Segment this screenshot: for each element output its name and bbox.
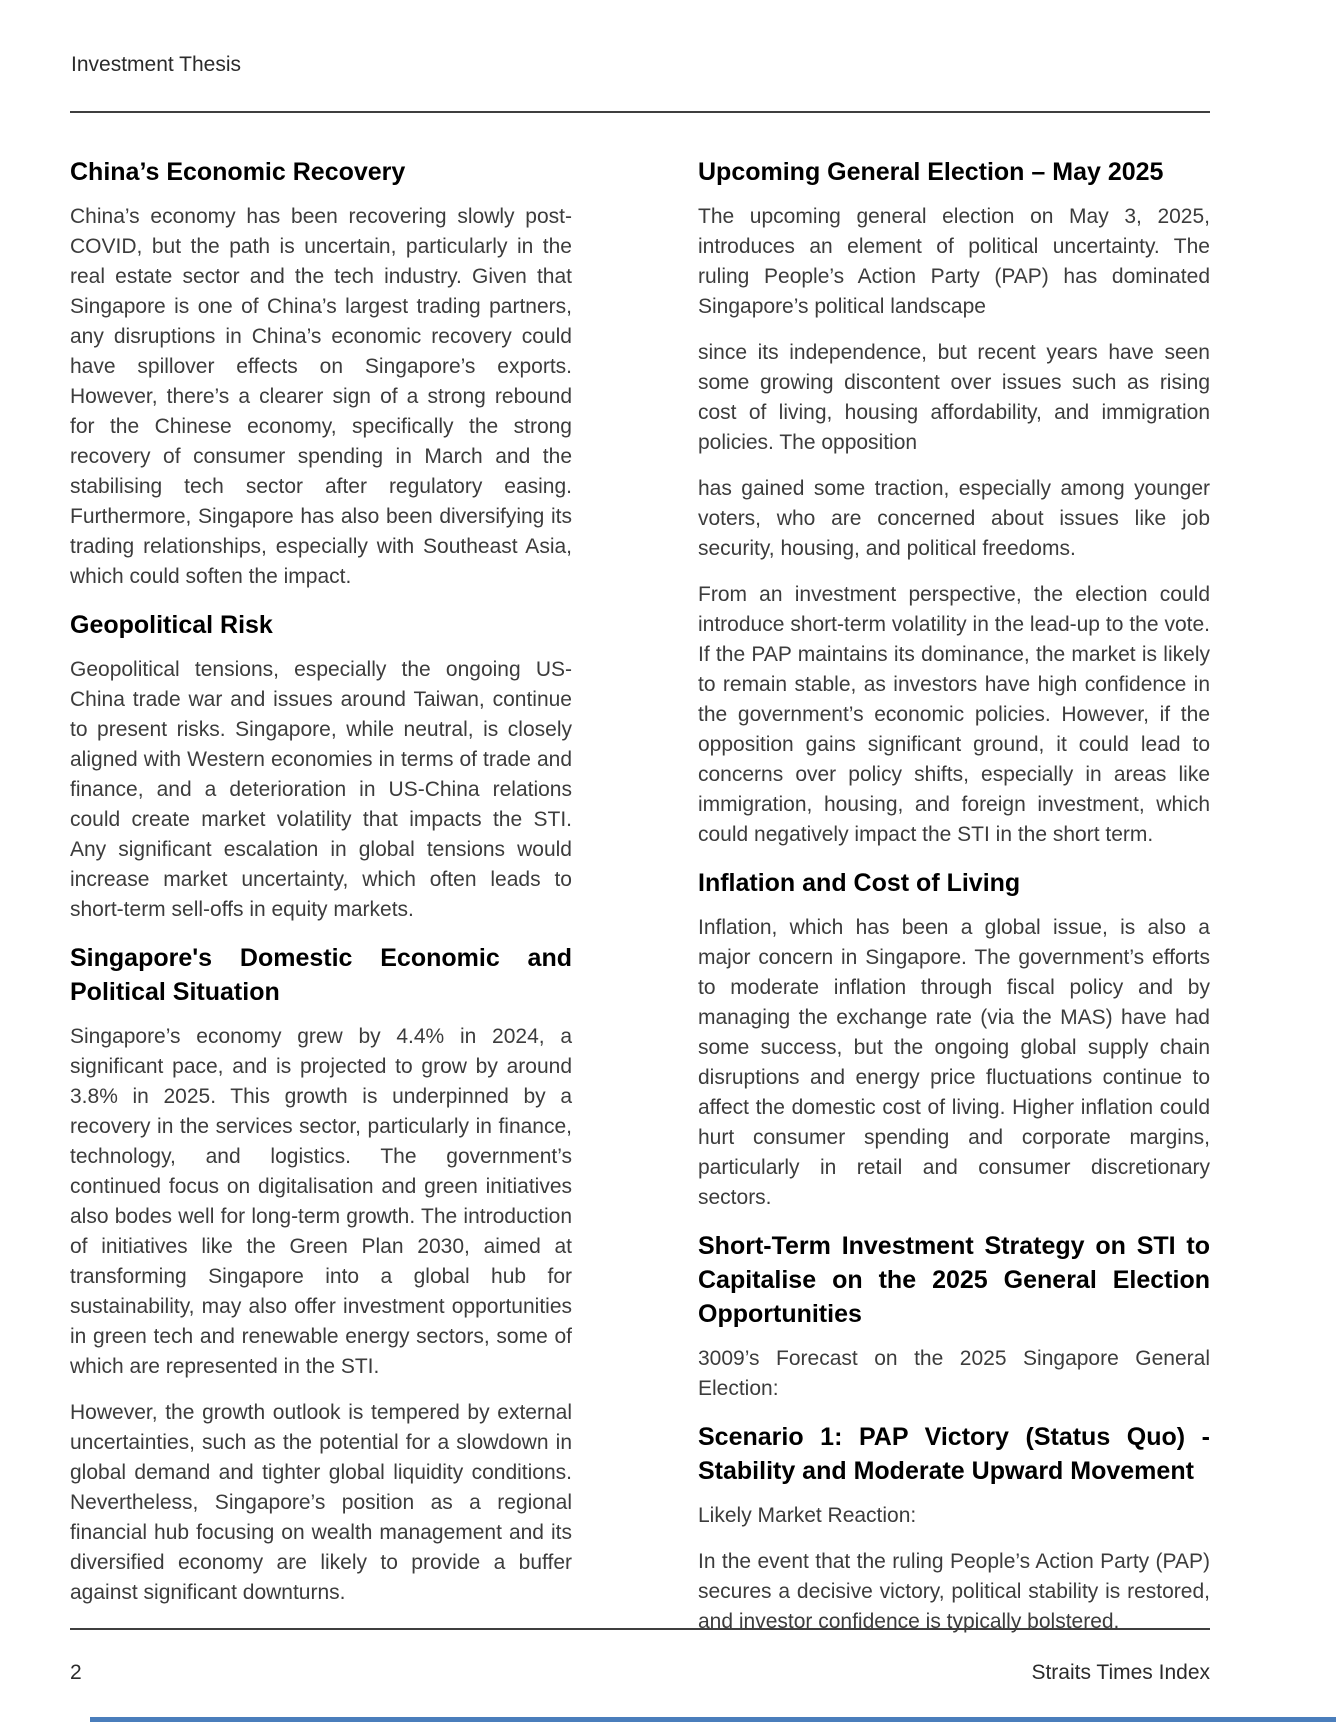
paragraph: 3009’s Forecast on the 2025 Singapore General Election: bbox=[698, 1347, 1210, 1400]
paragraph: China’s economy has been recovering slowly post-COVID, but the path is uncertain, particularly in the real estate sector and the tech industry. Given that Singapore is one of China’s largest trading partners, any disruptions in China’s economic recovery could have spillover effects on Singapore’s exports. However, there’s a clearer sign of a strong rebound for the Chinese economy, specifically the strong recovery of consumer spending in March and the stabilising tech sector after regulatory easing. Furthermore, Singapore has also been diversifying its trading relationships, especially with Southeast Asia, which could soften the impact. bbox=[70, 205, 572, 588]
section-heading-domestic-situation: Singapore's Domestic Economic and Political Situation bbox=[70, 944, 572, 1006]
paragraph: has gained some traction, especially among younger voters, who are concerned about issues like job security, housing, and political freedoms. bbox=[698, 477, 1210, 560]
paragraph: Geopolitical tensions, especially the ongoing US-China trade war and issues around Taiwan, continue to present risks. Singapore, while neutral, is closely aligned with Western economies in terms of trade and finance, and a deterioration in US-China relations could create market volatility that impacts the STI. Any significant escalation in global tensions would increase market uncertainty, which often leads to short-term sell-offs in equity markets. bbox=[70, 658, 572, 921]
section-heading-short-term-strategy: Short-Term Investment Strategy on STI to Capitalise on the 2025 General Election Opportunities bbox=[698, 1232, 1210, 1328]
section-heading-geopolitical-risk: Geopolitical Risk bbox=[70, 611, 273, 639]
section-heading-china-recovery: China’s Economic Recovery bbox=[70, 158, 406, 186]
header-rule bbox=[70, 111, 1210, 113]
right-column bbox=[698, 155, 1210, 1653]
paragraph: Inflation, which has been a global issue, is also a major concern in Singapore. The government’s efforts to moderate inflation through fiscal policy and by managing the exchange rate (via the MAS) have had some success, but the ongoing global supply chain disruptions and energy price fluctuations continue to affect the domestic cost of living. Higher inflation could hurt consumer spending and corporate margins, particularly in retail and consumer discretionary sectors. bbox=[698, 916, 1210, 1209]
section-heading-scenario-1: Scenario 1: PAP Victory (Status Quo) - Stability and Moderate Upward Movement bbox=[698, 1423, 1210, 1485]
footer-document-title: Straits Times Index bbox=[1031, 1661, 1210, 1684]
footer-rule bbox=[70, 1628, 1210, 1630]
bottom-accent-bar bbox=[90, 1717, 1336, 1722]
paragraph: since its independence, but recent years have seen some growing discontent over issues such as rising cost of living, housing affordability, and immigration policies. The opposition bbox=[698, 341, 1210, 454]
page-number: 2 bbox=[70, 1661, 82, 1684]
paragraph: The upcoming general election on May 3, 2025, introduces an element of political uncertainty. The ruling People’s Action Party (PAP) has dominated Singapore’s political landscape bbox=[698, 205, 1210, 318]
left-column bbox=[70, 155, 572, 1653]
running-header bbox=[71, 52, 241, 78]
running-header-title: Investment Thesis bbox=[71, 53, 242, 76]
paragraph: In the event that the ruling People’s Action Party (PAP) secures a decisive victory, political stability is restored, and investor confidence is typically bolstered. bbox=[698, 1550, 1210, 1633]
paragraph: However, the growth outlook is tempered by external uncertainties, such as the potential for a slowdown in global demand and tighter global liquidity conditions. Nevertheless, Singapore’s position as a regional financial hub focusing on wealth management and its diversified economy are likely to provide a buffer against significant downturns. bbox=[70, 1401, 572, 1604]
paragraph: From an investment perspective, the election could introduce short-term volatility in the lead-up to the vote. If the PAP maintains its dominance, the market is likely to remain stable, as investors have high confidence in the government’s economic policies. However, if the opposition gains significant ground, it could lead to concerns over policy shifts, especially in areas like immigration, housing, and foreign investment, which could negatively impact the STI in the short term. bbox=[698, 583, 1210, 846]
content-columns bbox=[70, 155, 1210, 1653]
paragraph: Singapore’s economy grew by 4.4% in 2024, a significant pace, and is projected to grow by around 3.8% in 2025. This growth is underpinned by a recovery in the services sector, particularly in finance, technology, and logistics. The government’s continued focus on digitalisation and green initiatives also bodes well for long-term growth. The introduction of initiatives like the Green Plan 2030, aimed at transforming Singapore into a global hub for sustainability, may also offer investment opportunities in green tech and renewable energy sectors, some of which are represented in the STI. bbox=[70, 1025, 572, 1378]
page-footer bbox=[70, 1661, 1210, 1685]
paragraph: Likely Market Reaction: bbox=[698, 1504, 917, 1527]
section-heading-inflation: Inflation and Cost of Living bbox=[698, 869, 1021, 897]
section-heading-general-election: Upcoming General Election – May 2025 bbox=[698, 158, 1164, 186]
